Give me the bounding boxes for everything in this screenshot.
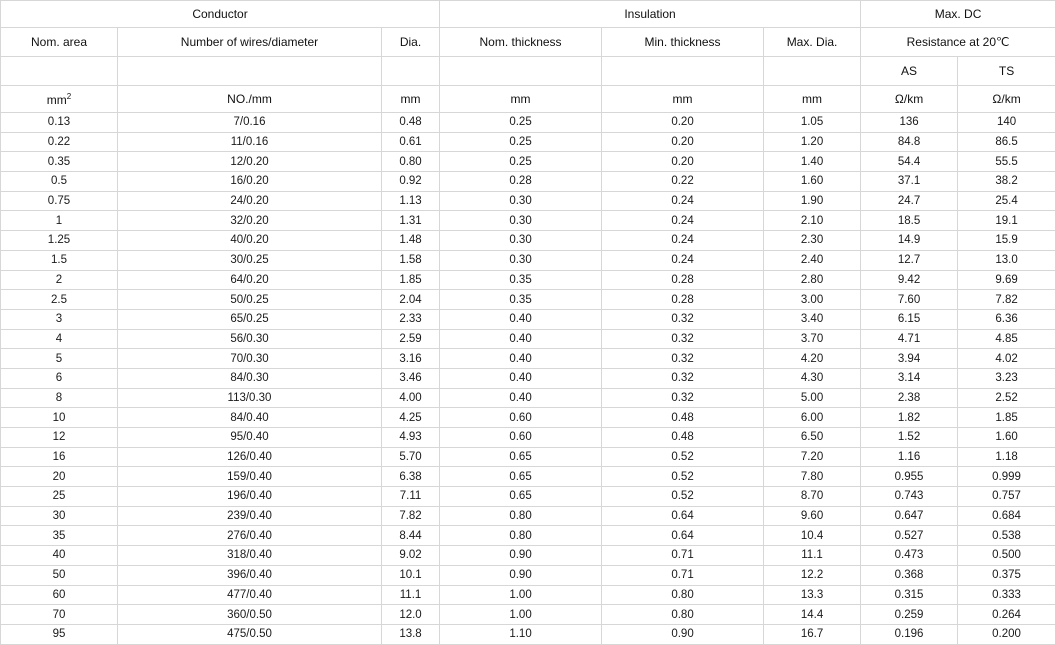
cell-ts: 1.60 [958,428,1055,448]
cell-dia: 2.59 [382,329,440,349]
sub-header-row [1,28,1055,57]
cell-as: 0.368 [861,565,958,585]
cell-nom-thickness: 0.30 [440,211,602,231]
cell-nom-area: 2.5 [1,290,118,310]
cell-ts: 55.5 [958,152,1055,172]
cell-dia: 10.1 [382,565,440,585]
cell-nom-area: 70 [1,605,118,625]
cell-as: 54.4 [861,152,958,172]
table-row [1,191,1055,211]
cell-min-thickness: 0.48 [602,428,764,448]
cell-nom-thickness: 0.40 [440,349,602,369]
cell-wires: 276/0.40 [118,526,382,546]
cell-nom-thickness: 0.65 [440,487,602,507]
cell-min-thickness: 0.24 [602,211,764,231]
cell-min-thickness: 0.20 [602,152,764,172]
cell-wires: 360/0.50 [118,605,382,625]
table-row [1,132,1055,152]
cell-nom-thickness: 0.80 [440,526,602,546]
cell-nom-thickness: 0.65 [440,467,602,487]
cell-ts: 4.02 [958,349,1055,369]
col-header-wires: Number of wires/diameter [118,28,382,57]
col-header-nom-area: Nom. area [1,28,118,57]
cell-wires: 239/0.40 [118,506,382,526]
cell-nom-thickness: 0.30 [440,231,602,251]
cell-max-dia: 1.05 [764,113,861,133]
cell-dia: 4.00 [382,388,440,408]
cell-wires: 32/0.20 [118,211,382,231]
cell-ts: 0.333 [958,585,1055,605]
cell-max-dia: 2.80 [764,270,861,290]
cell-min-thickness: 0.64 [602,526,764,546]
cell-nom-area: 1 [1,211,118,231]
table-row [1,546,1055,566]
col-header-max-dia: Max. Dia. [764,28,861,57]
table-row [1,309,1055,329]
cell-nom-area: 35 [1,526,118,546]
cell-as: 0.743 [861,487,958,507]
table-row [1,152,1055,172]
cell-min-thickness: 0.24 [602,250,764,270]
cell-min-thickness: 0.32 [602,309,764,329]
table-row [1,624,1055,644]
cell-dia: 3.46 [382,368,440,388]
table-row [1,408,1055,428]
cell-nom-thickness: 0.40 [440,309,602,329]
table-row [1,565,1055,585]
cell-max-dia: 1.90 [764,191,861,211]
cell-wires: 40/0.20 [118,231,382,251]
col-header-ts: TS [958,57,1055,86]
unit-ts: Ω/km [958,86,1055,113]
cell-min-thickness: 0.32 [602,388,764,408]
unit-dia: mm [382,86,440,113]
cell-max-dia: 7.80 [764,467,861,487]
cell-nom-area: 3 [1,309,118,329]
cell-nom-area: 12 [1,428,118,448]
cell-ts: 0.500 [958,546,1055,566]
group-header-conductor: Conductor [1,1,440,28]
col-header-min-thickness: Min. thickness [602,28,764,57]
cell-max-dia: 4.30 [764,368,861,388]
table-row [1,329,1055,349]
table-row [1,231,1055,251]
cell-dia: 1.48 [382,231,440,251]
cell-wires: 24/0.20 [118,191,382,211]
cell-dia: 1.85 [382,270,440,290]
cell-dia: 11.1 [382,585,440,605]
cell-min-thickness: 0.71 [602,546,764,566]
cell-nom-area: 60 [1,585,118,605]
cell-wires: 64/0.20 [118,270,382,290]
table-row [1,270,1055,290]
cell-min-thickness: 0.32 [602,368,764,388]
table-row [1,349,1055,369]
table-row [1,585,1055,605]
cell-as: 0.527 [861,526,958,546]
sub-header-row-2 [1,57,1055,86]
cell-nom-area: 0.5 [1,172,118,192]
cell-nom-area: 1.5 [1,250,118,270]
cell-dia: 4.25 [382,408,440,428]
cell-ts: 6.36 [958,309,1055,329]
cell-ts: 9.69 [958,270,1055,290]
cell-as: 3.14 [861,368,958,388]
table-row [1,113,1055,133]
cell-wires: 11/0.16 [118,132,382,152]
cell-as: 136 [861,113,958,133]
col-header-as: AS [861,57,958,86]
group-header-row [1,1,1055,28]
cell-dia: 1.13 [382,191,440,211]
cell-nom-thickness: 0.40 [440,329,602,349]
cell-dia: 4.93 [382,428,440,448]
cell-dia: 1.58 [382,250,440,270]
group-header-insulation: Insulation [440,1,861,28]
cell-dia: 1.31 [382,211,440,231]
cell-max-dia: 1.20 [764,132,861,152]
cell-wires: 477/0.40 [118,585,382,605]
cell-max-dia: 14.4 [764,605,861,625]
cell-as: 14.9 [861,231,958,251]
cell-wires: 65/0.25 [118,309,382,329]
table-row [1,172,1055,192]
cell-nom-thickness: 0.60 [440,408,602,428]
cell-nom-area: 1.25 [1,231,118,251]
cell-nom-area: 50 [1,565,118,585]
cell-dia: 6.38 [382,467,440,487]
cell-as: 9.42 [861,270,958,290]
cell-dia: 2.04 [382,290,440,310]
cell-nom-thickness: 0.40 [440,388,602,408]
cell-ts: 2.52 [958,388,1055,408]
cell-wires: 70/0.30 [118,349,382,369]
col-header-nom-thickness: Nom. thickness [440,28,602,57]
cell-max-dia: 4.20 [764,349,861,369]
cell-dia: 8.44 [382,526,440,546]
table-row [1,428,1055,448]
cell-min-thickness: 0.28 [602,290,764,310]
spacer-nom-thickness [440,57,602,86]
cell-dia: 7.11 [382,487,440,507]
cell-nom-thickness: 0.25 [440,132,602,152]
cell-ts: 19.1 [958,211,1055,231]
cell-nom-thickness: 0.30 [440,191,602,211]
cell-dia: 12.0 [382,605,440,625]
cell-ts: 3.23 [958,368,1055,388]
cell-min-thickness: 0.24 [602,231,764,251]
cell-wires: 396/0.40 [118,565,382,585]
table-row [1,526,1055,546]
table-row [1,290,1055,310]
cell-dia: 0.48 [382,113,440,133]
cell-nom-thickness: 0.90 [440,546,602,566]
cell-as: 37.1 [861,172,958,192]
cell-nom-thickness: 0.60 [440,428,602,448]
cell-as: 0.473 [861,546,958,566]
cell-nom-area: 0.13 [1,113,118,133]
cell-nom-area: 0.22 [1,132,118,152]
cell-nom-area: 8 [1,388,118,408]
table-row [1,368,1055,388]
cell-nom-thickness: 0.25 [440,152,602,172]
table-header [1,1,1055,86]
cell-dia: 5.70 [382,447,440,467]
units-row [1,86,1055,113]
cell-dia: 0.92 [382,172,440,192]
spacer-dia [382,57,440,86]
cell-as: 1.52 [861,428,958,448]
cell-ts: 0.999 [958,467,1055,487]
cell-wires: 113/0.30 [118,388,382,408]
cell-ts: 1.18 [958,447,1055,467]
cell-nom-thickness: 0.25 [440,113,602,133]
cell-ts: 0.757 [958,487,1055,507]
cell-wires: 12/0.20 [118,152,382,172]
cell-max-dia: 6.00 [764,408,861,428]
cell-min-thickness: 0.80 [602,585,764,605]
spacer-min-thickness [602,57,764,86]
cell-ts: 13.0 [958,250,1055,270]
cell-nom-area: 2 [1,270,118,290]
cell-nom-thickness: 1.00 [440,605,602,625]
cell-nom-area: 40 [1,546,118,566]
cell-nom-area: 30 [1,506,118,526]
cell-dia: 3.16 [382,349,440,369]
cell-as: 0.647 [861,506,958,526]
cell-nom-thickness: 0.30 [440,250,602,270]
cell-wires: 16/0.20 [118,172,382,192]
cell-dia: 13.8 [382,624,440,644]
cell-ts: 38.2 [958,172,1055,192]
unit-mm2-text: mm [47,93,67,107]
table-body [1,86,1055,645]
group-header-max-dc: Max. DC [861,1,1055,28]
cell-nom-thickness: 0.65 [440,447,602,467]
cell-wires: 30/0.25 [118,250,382,270]
cell-as: 84.8 [861,132,958,152]
cell-wires: 318/0.40 [118,546,382,566]
cell-min-thickness: 0.20 [602,132,764,152]
unit-max-dia: mm [764,86,861,113]
cell-ts: 0.375 [958,565,1055,585]
cell-as: 6.15 [861,309,958,329]
cell-ts: 0.264 [958,605,1055,625]
cell-as: 4.71 [861,329,958,349]
cell-wires: 7/0.16 [118,113,382,133]
cell-min-thickness: 0.52 [602,487,764,507]
cell-ts: 15.9 [958,231,1055,251]
cell-max-dia: 1.40 [764,152,861,172]
table-row [1,467,1055,487]
unit-min-thickness: mm [602,86,764,113]
cell-max-dia: 13.3 [764,585,861,605]
unit-nom-thickness: mm [440,86,602,113]
unit-mm2-superscript: 2 [67,92,71,101]
cell-min-thickness: 0.52 [602,447,764,467]
table-row [1,211,1055,231]
cell-nom-area: 4 [1,329,118,349]
cell-max-dia: 3.40 [764,309,861,329]
cell-nom-area: 25 [1,487,118,507]
cell-ts: 4.85 [958,329,1055,349]
cell-nom-area: 0.35 [1,152,118,172]
table-row [1,487,1055,507]
cell-min-thickness: 0.22 [602,172,764,192]
cell-wires: 126/0.40 [118,447,382,467]
cell-max-dia: 2.30 [764,231,861,251]
spacer-max-dia [764,57,861,86]
cell-as: 2.38 [861,388,958,408]
cell-dia: 0.61 [382,132,440,152]
cell-dia: 0.80 [382,152,440,172]
cell-nom-thickness: 1.00 [440,585,602,605]
cell-min-thickness: 0.32 [602,329,764,349]
cell-wires: 56/0.30 [118,329,382,349]
cell-nom-area: 95 [1,624,118,644]
cell-max-dia: 12.2 [764,565,861,585]
cell-wires: 50/0.25 [118,290,382,310]
cell-min-thickness: 0.20 [602,113,764,133]
cell-max-dia: 3.70 [764,329,861,349]
cell-nom-thickness: 0.40 [440,368,602,388]
table-row [1,605,1055,625]
cell-max-dia: 1.60 [764,172,861,192]
cell-nom-area: 5 [1,349,118,369]
unit-wires: NO./mm [118,86,382,113]
cell-nom-thickness: 0.80 [440,506,602,526]
cell-ts: 7.82 [958,290,1055,310]
cell-min-thickness: 0.52 [602,467,764,487]
spacer-wires [118,57,382,86]
cell-max-dia: 2.40 [764,250,861,270]
cell-wires: 475/0.50 [118,624,382,644]
cell-max-dia: 9.60 [764,506,861,526]
cell-min-thickness: 0.71 [602,565,764,585]
cell-wires: 84/0.30 [118,368,382,388]
cell-min-thickness: 0.32 [602,349,764,369]
cell-min-thickness: 0.24 [602,191,764,211]
cell-as: 12.7 [861,250,958,270]
cell-as: 0.315 [861,585,958,605]
cell-as: 1.16 [861,447,958,467]
cell-wires: 84/0.40 [118,408,382,428]
cell-max-dia: 16.7 [764,624,861,644]
cell-wires: 196/0.40 [118,487,382,507]
cell-as: 3.94 [861,349,958,369]
cell-max-dia: 6.50 [764,428,861,448]
unit-nom-area [1,86,118,113]
cell-min-thickness: 0.48 [602,408,764,428]
cell-as: 0.196 [861,624,958,644]
spacer-nom-area [1,57,118,86]
table-row [1,447,1055,467]
cell-wires: 95/0.40 [118,428,382,448]
cell-min-thickness: 0.28 [602,270,764,290]
cell-ts: 1.85 [958,408,1055,428]
cell-ts: 0.684 [958,506,1055,526]
cell-nom-thickness: 1.10 [440,624,602,644]
cell-nom-area: 0.75 [1,191,118,211]
cell-as: 18.5 [861,211,958,231]
cell-nom-area: 20 [1,467,118,487]
cell-as: 0.955 [861,467,958,487]
table-row [1,506,1055,526]
cell-max-dia: 7.20 [764,447,861,467]
cell-dia: 2.33 [382,309,440,329]
cell-nom-area: 16 [1,447,118,467]
cell-nom-thickness: 0.35 [440,270,602,290]
cell-max-dia: 8.70 [764,487,861,507]
group-header-max-dc-line2: Resistance at 20℃ [861,28,1055,57]
cell-as: 0.259 [861,605,958,625]
cell-nom-thickness: 0.35 [440,290,602,310]
cell-max-dia: 3.00 [764,290,861,310]
cell-dia: 7.82 [382,506,440,526]
cell-ts: 140 [958,113,1055,133]
cell-max-dia: 10.4 [764,526,861,546]
cell-as: 7.60 [861,290,958,310]
cell-dia: 9.02 [382,546,440,566]
cell-max-dia: 11.1 [764,546,861,566]
cell-min-thickness: 0.80 [602,605,764,625]
unit-as: Ω/km [861,86,958,113]
col-header-dia: Dia. [382,28,440,57]
cell-wires: 159/0.40 [118,467,382,487]
cell-nom-area: 10 [1,408,118,428]
cell-max-dia: 2.10 [764,211,861,231]
cell-nom-thickness: 0.28 [440,172,602,192]
cell-ts: 0.200 [958,624,1055,644]
cell-max-dia: 5.00 [764,388,861,408]
cell-as: 1.82 [861,408,958,428]
table-row [1,388,1055,408]
cell-ts: 86.5 [958,132,1055,152]
table-row [1,250,1055,270]
cell-nom-thickness: 0.90 [440,565,602,585]
cell-ts: 25.4 [958,191,1055,211]
cell-nom-area: 6 [1,368,118,388]
cell-as: 24.7 [861,191,958,211]
cell-ts: 0.538 [958,526,1055,546]
cell-min-thickness: 0.90 [602,624,764,644]
cell-min-thickness: 0.64 [602,506,764,526]
